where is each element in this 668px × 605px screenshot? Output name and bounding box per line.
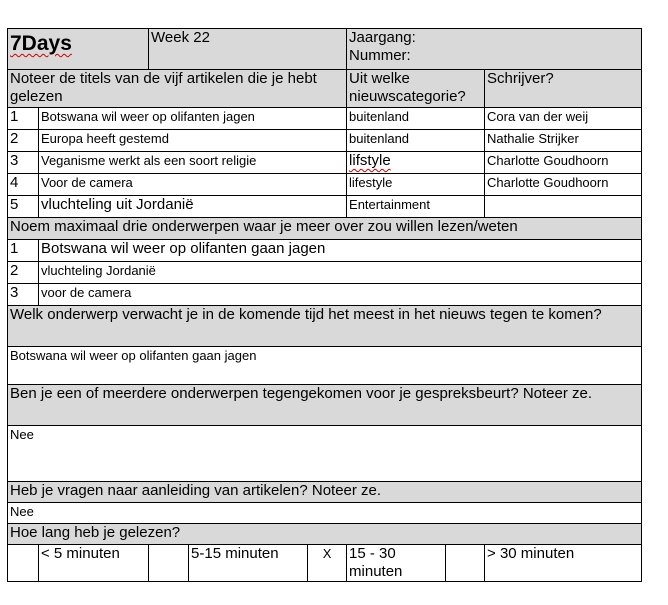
expectation-question: Welk onderwerp verwacht je in de komende tijd het meest in het nieuws tegen te komen? (8, 306, 642, 347)
reading-time-option-label: > 30 minuten (485, 545, 642, 582)
reading-time-checkbox[interactable] (8, 545, 39, 582)
reading-log-table (7, 28, 642, 582)
article-author-field[interactable]: Charlotte Goudhoorn (485, 174, 642, 196)
article-title-field[interactable]: vluchteling uit Jordanië (39, 196, 347, 218)
author-header: Schrijver? (485, 70, 642, 108)
article-category-field[interactable] (347, 152, 485, 174)
article-category-field[interactable]: buitenland (347, 108, 485, 130)
article-title-field[interactable]: Europa heeft gestemd (39, 130, 347, 152)
expectation-answer-field[interactable]: Botswana wil weer op olifanten gaan jagen (8, 347, 642, 385)
topic-field[interactable]: Botswana wil weer op olifanten gaan jagen (39, 240, 642, 262)
number-label: Nummer: (349, 47, 411, 64)
presentation-answer-field[interactable]: Nee (8, 426, 642, 482)
reading-time-checkbox[interactable]: X (308, 545, 347, 582)
reading-time-checkbox[interactable] (446, 545, 485, 582)
volume-number-cell (347, 29, 642, 70)
presentation-question: Ben je een of meerdere onderwerpen tegengekomen voor je gespreksbeurt? Noteer ze. (8, 385, 642, 426)
reading-time-option-label: < 5 minuten (39, 545, 149, 582)
topic-row (8, 262, 642, 284)
volume-label: Jaargang: (349, 29, 416, 46)
category-header: Uit welke nieuwscategorie? (347, 70, 485, 108)
reading-time-question: Hoe lang heb je gelezen? (8, 524, 642, 545)
questions-question: Heb je vragen naar aanleiding van artikelen? Noteer ze. (8, 482, 642, 503)
article-row (8, 130, 642, 152)
row-number: 3 (8, 152, 39, 174)
topic-field[interactable]: voor de camera (39, 284, 642, 306)
titles-header: Noteer de titels van de vijf artikelen die je hebt gelezen (8, 70, 347, 108)
row-number: 1 (8, 108, 39, 130)
topic-field[interactable]: vluchteling Jordanië (39, 262, 642, 284)
article-author-field[interactable] (485, 196, 642, 218)
row-number: 2 (8, 130, 39, 152)
article-title-field[interactable]: Botswana wil weer op olifanten jagen (39, 108, 347, 130)
row-number: 5 (8, 196, 39, 218)
brand-title: 7Days (10, 32, 72, 55)
article-row (8, 152, 642, 174)
article-row (8, 108, 642, 130)
topic-row (8, 240, 642, 262)
author-name: Cora van der weij (487, 109, 589, 124)
article-category-field[interactable]: lifestyle (347, 174, 485, 196)
article-author-field[interactable]: Charlotte Goudhoorn (485, 152, 642, 174)
article-category-field[interactable]: Entertainment (347, 196, 485, 218)
reading-time-option-label: 15 - 30 minuten (347, 545, 446, 582)
topics-question: Noem maximaal drie onderwerpen waar je meer over zou willen lezen/weten (8, 218, 642, 240)
row-number: 3 (8, 284, 39, 306)
reading-time-checkbox[interactable] (149, 545, 189, 582)
topic-row (8, 284, 642, 306)
article-row (8, 174, 642, 196)
article-row (8, 196, 642, 218)
article-title-field[interactable]: Veganisme werkt als een soort religie (39, 152, 347, 174)
reading-time-option-label: 5-15 minuten (189, 545, 308, 582)
row-number: 2 (8, 262, 39, 284)
article-category-field[interactable]: buitenland (347, 130, 485, 152)
brand-cell (8, 29, 149, 70)
questions-answer-field[interactable]: Nee (8, 503, 642, 524)
article-author-field[interactable] (485, 108, 642, 130)
article-author-field[interactable]: Nathalie Strijker (485, 130, 642, 152)
row-number: 1 (8, 240, 39, 262)
week-cell: Week 22 (149, 29, 347, 70)
article-title-field[interactable]: Voor de camera (39, 174, 347, 196)
row-number: 4 (8, 174, 39, 196)
category-text: lifstyle (349, 152, 391, 169)
